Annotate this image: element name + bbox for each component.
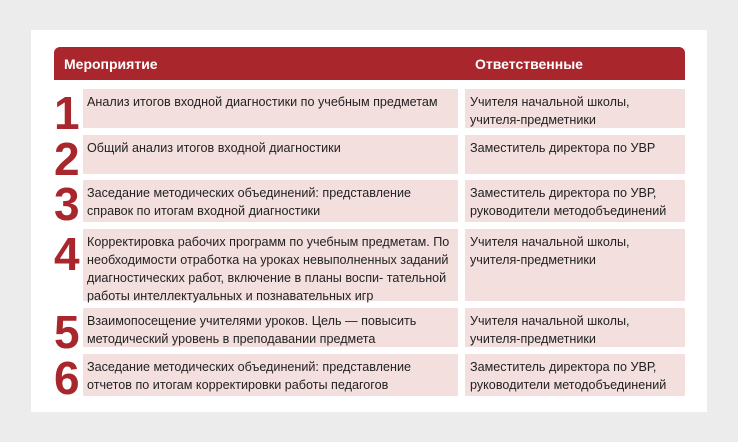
- row-number: 5: [54, 306, 79, 358]
- row-event: Заседание методических объединений: представление справок по итогам входной диагностики: [83, 180, 458, 222]
- row-number: 3: [54, 178, 79, 230]
- schedule-table: [31, 30, 707, 412]
- row-number: 4: [54, 228, 79, 280]
- header-event: Мероприятие: [54, 47, 490, 80]
- row-responsible: Заместитель директора по УВР: [465, 135, 685, 174]
- row-event: Общий анализ итогов входной диагностики: [83, 135, 458, 174]
- row-responsible: Учителя начальной школы, учителя-предметники: [465, 308, 685, 347]
- row-number: 6: [54, 352, 79, 404]
- row-responsible: Учителя начальной школы, учителя-предметники: [465, 89, 685, 128]
- row-responsible: Заместитель директора по УВР, руководители методобъединений: [465, 180, 685, 222]
- row-number: 1: [54, 87, 79, 139]
- row-number: 2: [54, 133, 79, 185]
- row-event: Взаимопосещение учителями уроков. Цель — повысить методический уровень в преподавании предмета: [83, 308, 458, 347]
- row-event: Корректировка рабочих программ по учебным предметам. По необходимости отработка на уроках невыполненных заданий диагностических работ, включение в планы воспи- тательной работы интеллектуальных и познавательных игр: [83, 229, 458, 301]
- row-event: Анализ итогов входной диагностики по учебным предметам: [83, 89, 458, 128]
- header-responsible: Ответственные: [465, 47, 685, 80]
- row-responsible: Заместитель директора по УВР, руководители методобъединений: [465, 354, 685, 396]
- row-event: Заседание методических объединений: представление отчетов по итогам корректировки работы педагогов: [83, 354, 458, 396]
- row-responsible: Учителя начальной школы, учителя-предметники: [465, 229, 685, 301]
